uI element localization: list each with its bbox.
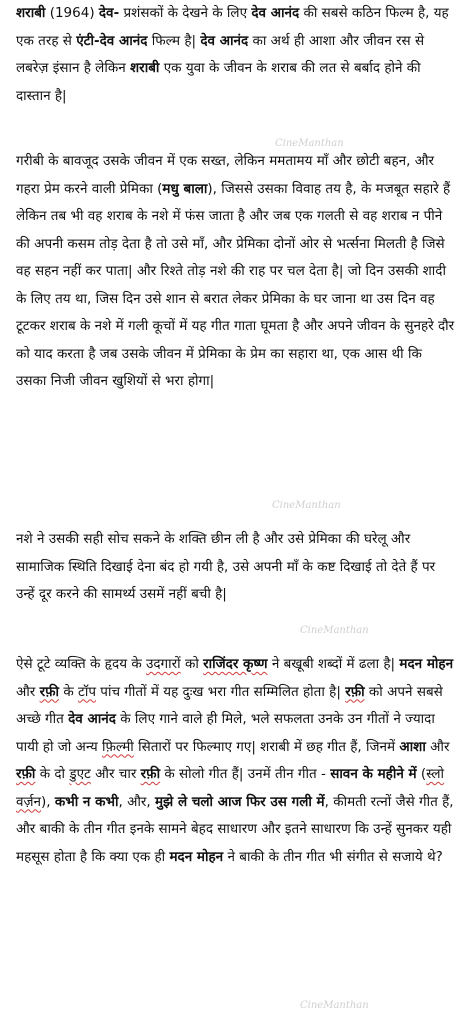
text-run: (1964) [45, 5, 99, 21]
bold-term: मुझे ले चलो आज फिर उस गली में [154, 793, 325, 810]
text-run: की सबसे कठिन फिल्म है, यह एक तरह से [16, 5, 449, 49]
text-run: फिल्म है| [147, 32, 201, 49]
paragraph-3 [16, 526, 456, 609]
bold-term: देव आनंद [200, 32, 249, 49]
bold-term: देव- [98, 5, 120, 21]
watermark: CineManthan [300, 625, 369, 636]
text-run: डुएट [69, 766, 91, 782]
bold-term: देव आनंद [68, 711, 116, 727]
text-run: को [180, 656, 204, 672]
bold-term: राजिंदर कृष्ण [203, 656, 268, 672]
text-run: और [16, 683, 40, 700]
text-run: एक युवा के जीवन के शराब की लत से बर्बाद होने की दास्तान है| [16, 60, 421, 104]
bold-term: रफ़ी [39, 683, 60, 700]
bold-term: रफ़ी [16, 766, 36, 782]
bold-term: एंटी-देव आनंद [76, 32, 148, 49]
text-run: और [425, 738, 450, 755]
paragraph-1 [16, 0, 456, 110]
text-run: , और, [118, 793, 155, 810]
text-run: टॉप [78, 683, 96, 700]
bold-term: कभी न कभी [54, 793, 119, 810]
bold-term: शराबी [130, 60, 160, 76]
text-run: उदगारों [145, 656, 181, 672]
bold-term: मदन मोहन [169, 848, 224, 865]
bold-term: देव आनंद [251, 5, 300, 21]
bold-term: मधु बाला [162, 180, 208, 197]
text-run: ने बाकी के तीन गीत भी संगीत से सजाये थे? [223, 848, 443, 865]
bold-term: रफ़ी [345, 683, 365, 700]
bold-term: शराबी [16, 5, 46, 21]
text-run: सितारों पर फिल्माए गए| शराबी में छह गीत हैं, जिनमें [133, 738, 400, 755]
text-run: वर्ज़न [16, 793, 42, 810]
text-run: ( [416, 766, 427, 782]
text-run: ऐसे टूटे व्यक्ति के हृदय के [16, 656, 146, 672]
text-run: नशे ने उसकी सही सोच सकने के शक्ति छीन ली है और उसे प्रेमिका की घरेलू और सामाजिक स्थिति दिखाई देना बंद हो गयी है, उसे अपनी माँ के कष्ट दिखाई तो देते हैं पर उन्हें दूर करने की सामर्थ्य उसमें नहीं बची है| [16, 531, 436, 602]
bold-term: रफ़ी [140, 766, 161, 782]
watermark: CineManthan [272, 500, 341, 511]
text-run: के सोलो गीत हैं| उनमें तीन गीत - [160, 766, 331, 782]
text-run: के [59, 683, 79, 700]
text-run: , कीमती रत्नों जैसे गीत हैं, और बाकी के तीन गीत इनके सामने बेहद साधारण और इतने साधारण कि उन्हें सुनकर यही महसूस होता है कि क्या एक ही [16, 793, 454, 865]
text-run: के दो [35, 766, 70, 782]
bold-term: सावन के महीने में [330, 766, 417, 782]
text-run: ने बखूबी शब्दों में ढला है| [267, 656, 400, 672]
text-run: गरीबी के बावजूद उसके जीवन में एक सख्त, लेकिन ममतामय माँ और छोटी बहन, और गहरा प्रेम करने वाली प्रेमिका ( [16, 153, 435, 197]
text-run: ), [41, 793, 55, 810]
paragraph-2 [16, 148, 456, 396]
text-run: स्लो [426, 766, 445, 782]
text-run: प्रशंसकों के देखने के लिए [119, 5, 252, 21]
text-run: का अर्थ ही आशा और जीवन रस से लबरेज़ इंसान है लेकिन [16, 32, 425, 76]
text-run: के लिए गाने वाले ही मिले, भले सफलता उनके उन गीतों ने ज्यादा पायी हो जो अन्य [16, 711, 435, 755]
bold-term: आशा [399, 738, 426, 755]
text-run: फ़िल्मी [101, 738, 134, 755]
paragraph-4 [16, 651, 456, 871]
text-run: को अपने सबसे अच्छे गीत [16, 683, 443, 727]
text-run: ), जिससे उसका विवाह तय है, के मजबूत सहारे हैं लेकिन तब भी वह शराब के नशे में फंस जाता है और जब एक गलती से वह शराब न पीने की अपनी कसम तोड़ देता है तो उसे माँ, और प्रेमिका दोनों ओर से भर्त्सना मिलती है जिसे वह सहन नहीं कर पाता| और रिश्ते तोड़ नशे की राह पर चल देता है| जो दिन उसकी शादी के लिए तय था, जिस दिन उसे शान से बरात लेकर प्रेमिका के घर जाना था उस दिन वह टूटकर शराब के नशे में गली कूचों में यह गीत गाता घूमता है और अपने जीवन के सुनहरे दौर को याद करता है जब उसके जीवन में प्रेमिका के प्रेम का सहारा था, एक आस थी कि उसका निजी जीवन खुशियों से भरा होगा| [16, 180, 455, 389]
watermark: CineManthan [300, 1000, 369, 1011]
text-run: और चार [90, 766, 141, 782]
watermark: CineManthan [275, 138, 344, 149]
bold-term: मदन मोहन [399, 656, 454, 672]
text-run: पांच गीतों में यह दुःख भरा गीत सम्मिलित होता है| [95, 683, 346, 700]
